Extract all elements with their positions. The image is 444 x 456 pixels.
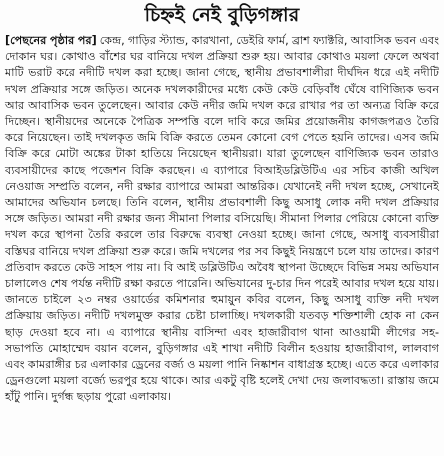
continuation-tag: [পেছনের পৃষ্ঠার পর]	[5, 34, 97, 47]
article-body-text: কেন্দ্র, গাড়ির স্ট্যান্ড, কারখানা, ডেইরি ফার্ম, ব্রাশ ফ্যাক্টরি, আবাসিক ভবন এবং দোকান ঘর। কোথাও বাঁশের ঘর বানিয়ে দখল প্রক্রিয়া শুরু হয়। আবার কোথাও ময়লা ফেলে অথবা মাটি ভরাট করে নদীটি দখল করা হচ্ছে। জানা গেছে, স্থানীয় প্রভাবশালীরা দীর্ঘদিন ধরে এই নদীটি দখল প্রক্রিয়ার সঙ্গে জড়িত। অনেক দখলকারীদের মধ্যে কেউ কেউ বেড়িবাঁধ ঘেঁষে বাণিজ্যিক ভবন আর আবাসিক ভবন তুলেছেন। আবার কেউ নদীর জমি দখল করে রাখার পর তা অন্যত্র বিক্রি করে দিচ্ছেন। স্থানীয়দের অনেকে পৈত্রিক সম্পত্তি বলে দাবি করে জমির প্রয়োজনীয় কাগজপত্রও তৈরি করে নিয়েছেন। তাই দখলকৃত জমি বিক্রি করতে তেমন কোনো বেগ পেতে হয়নি তাদের। এসব জমি বিক্রি করে মোটা অঙ্কের টাকা হাতিয়ে নিয়েছেন স্থানীয়রা। যারা তুলেছেন বাণিজ্যিক ভবন তারাও ব্যবসায়ীদের কাছে পজেশন বিক্রি করছেন। এ ব্যাপারে বিআইডব্লিউটিএ এর সচিব কাজী অখিল নেওয়াজ সম্প্রতি বলেন, নদী রক্ষার ব্যাপারে আমরা আন্তরিক। যেখানেই নদী দখল হচ্ছে, সেখানেই আমাদের অভিযান চলছে। তিনি বলেন, স্থানীয় প্রভাবশালী কিছু অসাধু লোক নদী দখল প্রক্রিয়ার সঙ্গে জড়িত। আমরা নদী রক্ষার জন্য সীমানা পিলার বসিয়েছি। সীমানা পিলার পেরিয়ে কোনো ব্যক্তি দখল করে স্থাপনা তৈরি করলে তার বিরুদ্ধে ব্যবস্থা নেওয়া হচ্ছে। জানা গেছে, অসাধু ব্যবসায়ীরা বস্তিঘর বানিয়ে দখল প্রক্রিয়া শুরু করে। জমি দখলের পর সব কিছুই নিয়ন্ত্রণে চলে যায় তাদের। কারণ প্রতিবাদ করতে কেউ সাহস পায় না। বি আই ডব্লিউটিএ অবৈধ স্থাপনা উচ্ছেদে বিভিন্ন সময় অভিযান চালালেও শেষ পর্যন্ত নদীটি রক্ষা করতে পারেনি। অভিযানের দু-চার দিন পরেই আবার দখল হয়ে যায়। জানতে চাইলে ২৩ নম্বর ওয়ার্ডের কমিশনার হুমায়ুন কবির বলেন, কিছু অসাধু ব্যক্তি নদী দখল প্রক্রিয়ায় জড়িত। নদীটি দখলমুক্ত করার চেষ্টা চালাচ্ছি। দখলকারী যতবড় শক্তিশালী হোক না কেন ছাড় দেওয়া হবে না। এ ব্যাপারে স্থানীয় বাসিন্দা এবং হাজারীবাগ থানা আওয়ামী লীগের সহ-সভাপতি মোহাম্মেদ বয়ান বলেন, বুড়িগঙ্গার এই শাখা নদীটি বিলীন হওয়ায় হাজারীবাগ, লালবাগ এবং কামরাঙ্গীর চর এলাকার ড্রেনের বর্জ্য ও ময়লা পানি নিষ্কাশন বাধাগ্রস্ত হচ্ছে। এতে করে এলাকার ড্রেনগুলো ময়লা বর্জ্যে ভরপুর হয়ে থাকে। আর একটু বৃষ্টি হলেই দেখা দেয় জলাবদ্ধতা। রাস্তায় জমে হাঁটু পানি। দুর্গন্ধ ছড়ায় পুরো এলাকায়।	[5, 34, 440, 404]
article-headline: চিহ্নই নেই বুড়িগঙ্গার	[144, 4, 300, 26]
article-body-paragraph	[5, 33, 439, 406]
